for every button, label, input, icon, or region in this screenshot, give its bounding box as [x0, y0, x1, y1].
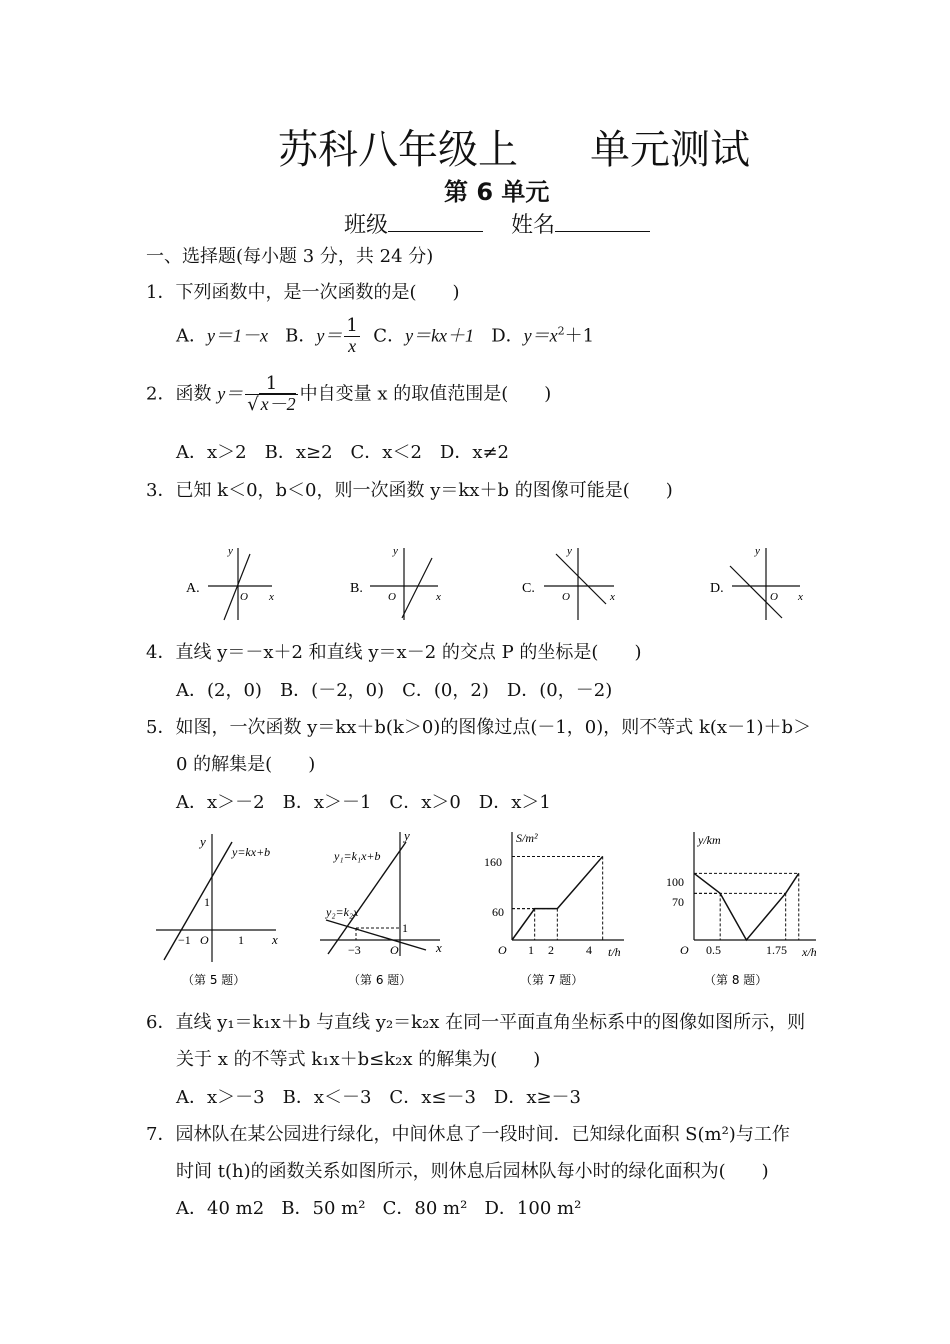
- q2-fraction: [245, 374, 297, 415]
- fig6-l2: y₂=k₂x: [326, 905, 359, 919]
- q3-graph-c: [522, 545, 615, 620]
- q2-num: 1: [245, 374, 297, 395]
- q7-stem-1: 7．园林队在某公园进行绿化，中间休息了一段时间．已知绿化面积 S(m²)与工作: [146, 1124, 790, 1145]
- fig8-caption: （第 8 题）: [704, 973, 768, 987]
- fig5-caption: （第 5 题）: [182, 973, 246, 987]
- q6-stem-1: 6．直线 y₁＝k₁x＋b 与直线 y₂＝k₂x 在同一平面直角坐标系中的图像如图所示，则: [146, 1012, 806, 1033]
- q6-options: A．x＞－3 B．x＜－3 C．x≤－3 D．x≥－3: [176, 1087, 582, 1108]
- class-field: [344, 208, 650, 239]
- q3-a-y: y: [228, 545, 233, 557]
- fig5-o: O: [200, 933, 209, 947]
- fig5-y: y: [200, 834, 206, 849]
- q2-den-wrap: √ x－2: [247, 393, 296, 415]
- q1-A-expr: y＝1－x: [207, 325, 268, 346]
- q3-c-x: x: [610, 591, 615, 603]
- q1-B-fraction: [344, 316, 359, 357]
- q1-A-label: A．: [176, 325, 207, 347]
- title-test: 单元测试: [590, 127, 750, 173]
- class-label: 班级: [344, 213, 389, 238]
- q1-B-num: 1: [346, 315, 358, 336]
- fig6-y: y: [404, 828, 410, 843]
- fig7-x4: 4: [586, 943, 592, 957]
- class-blank: [388, 213, 483, 232]
- q5-stem-1: 5．如图，一次函数 y＝kx＋b(k＞0)的图像过点(－1，0)，则不等式 k(x－1)＋b＞: [146, 717, 812, 738]
- q1-C-label: C．: [373, 325, 406, 347]
- fig7-caption: （第 7 题）: [520, 973, 584, 987]
- q2-stem: [146, 374, 551, 415]
- fig5-x: x: [272, 932, 278, 947]
- name-label: 姓名: [511, 213, 556, 238]
- q7-option-b: B．50 m²: [281, 1198, 366, 1219]
- fig8-x05: 0.5: [706, 943, 721, 957]
- q1-D-label: D．: [491, 325, 524, 347]
- q6-stem-2: 关于 x 的不等式 k₁x＋b≤k₂x 的解集为( ): [176, 1049, 541, 1070]
- q7-option-c: C．80 m²: [382, 1198, 468, 1219]
- q3-graph-b: [350, 545, 441, 620]
- q1-B-label: B．: [285, 325, 317, 347]
- q2-pre: 2．函数: [146, 383, 218, 405]
- q1-stem: 1．下列函数中，是一次函数的是( ): [146, 282, 460, 303]
- fig7-y60: 60: [492, 905, 504, 919]
- fig8-x175: 1.75: [766, 943, 787, 957]
- q3-b-label: B.: [350, 581, 363, 596]
- fig8-xlabel: x/h: [802, 945, 817, 959]
- q3-b-o: O: [388, 591, 396, 603]
- q3-b-x: x: [436, 591, 441, 603]
- fig7-marks: [512, 856, 603, 940]
- q3-a-line: [224, 554, 250, 620]
- q3-d-y: y: [755, 545, 760, 557]
- fig7-x2: 2: [548, 943, 554, 957]
- q3-b-line: [402, 558, 432, 618]
- figures-row: [150, 826, 840, 996]
- fig7-y160: 160: [484, 855, 502, 869]
- fig7-series-line: [512, 856, 603, 940]
- fig8-series-line: [694, 873, 799, 940]
- fig6-l1: y₁=k₁x+b: [334, 849, 381, 863]
- fig7-x1: 1: [528, 943, 534, 957]
- section-heading: 一、选择题(每小题 3 分，共 24 分): [146, 246, 434, 267]
- q1-B-den: x: [348, 335, 357, 356]
- q2-den: x－2: [260, 393, 296, 414]
- fig6-x: x: [436, 940, 442, 955]
- fig5-ty1: 1: [204, 895, 210, 909]
- fig5-tm1: −1: [178, 933, 191, 947]
- q3-c-y: y: [567, 545, 572, 557]
- fig8: [666, 832, 817, 987]
- fig6-caption: （第 6 题）: [348, 973, 412, 987]
- fig6-ty1: 1: [402, 921, 408, 935]
- q1-D-tail: ＋1: [564, 325, 595, 347]
- q1-D-sup: 2: [557, 324, 565, 338]
- q1-C-expr: y＝kx＋1: [405, 325, 475, 346]
- q5-options: A．x＞－2 B．x＞－1 C．x＞0 D．x＞1: [176, 792, 551, 813]
- fig6-tm3: −3: [348, 943, 361, 957]
- q7-option-a: A．40 m2: [176, 1198, 265, 1219]
- q3-a-x: x: [269, 591, 274, 603]
- q1-D-expr: y＝x: [523, 325, 558, 346]
- fig7-xlabel: t/h: [608, 945, 621, 959]
- fig6: [320, 828, 442, 987]
- fig8-o: O: [680, 943, 689, 957]
- fig5: [156, 834, 278, 987]
- q3-a-label: A.: [186, 581, 200, 596]
- q2-post: 中自变量 x 的取值范围是( ): [299, 383, 552, 405]
- name-blank: [555, 213, 650, 232]
- q3-b-y: y: [393, 545, 398, 557]
- fig5-line-label: y=kx+b: [232, 845, 271, 859]
- q7-options: [176, 1194, 581, 1220]
- unit-subtitle: 第 6 单元: [444, 178, 550, 206]
- fig5-t1: 1: [238, 933, 244, 947]
- q5-stem-2: 0 的解集是( ): [176, 754, 316, 775]
- q4-options: A．(2，0) B．(－2，0) C．(0，2) D．(0，－2): [176, 680, 613, 701]
- fig6-o: O: [390, 943, 399, 957]
- q7-option-d: D．100 m²: [484, 1198, 582, 1219]
- fig7-ylabel: S/m²: [516, 831, 538, 845]
- q3-d-label: D.: [710, 581, 724, 596]
- title-grade: 苏科八年级上: [278, 127, 518, 173]
- fig8-marks: [694, 873, 799, 940]
- q2-lhs: y＝: [217, 383, 244, 404]
- fig7-o: O: [498, 943, 507, 957]
- q1-B-lhs: y＝: [316, 325, 343, 346]
- q3-c-o: O: [562, 591, 570, 603]
- q3-d-x: x: [798, 591, 803, 603]
- q3-c-label: C.: [522, 581, 535, 596]
- q3-graph-d: [710, 545, 803, 620]
- q2-options: A．x＞2 B．x≥2 C．x＜2 D．x≠2: [176, 442, 510, 463]
- q1-options: [176, 316, 594, 357]
- q3-d-o: O: [770, 591, 778, 603]
- fig7: [484, 831, 624, 987]
- fig5-line: [164, 842, 232, 960]
- q4-stem: 4．直线 y＝－x＋2 和直线 y＝x－2 的交点 P 的坐标是( ): [146, 642, 642, 663]
- q3-graphs: [170, 540, 830, 628]
- q3-stem: 3．已知 k＜0，b＜0，则一次函数 y＝kx＋b 的图像可能是( ): [146, 480, 673, 501]
- fig8-ylabel: y/km: [698, 833, 721, 847]
- q3-graph-a: [186, 545, 274, 620]
- fig8-y70: 70: [672, 895, 684, 909]
- q7-stem-2: 时间 t(h)的函数关系如图所示，则休息后园林队每小时的绿化面积为( ): [176, 1161, 769, 1182]
- q3-a-o: O: [240, 591, 248, 603]
- fig8-y100: 100: [666, 875, 684, 889]
